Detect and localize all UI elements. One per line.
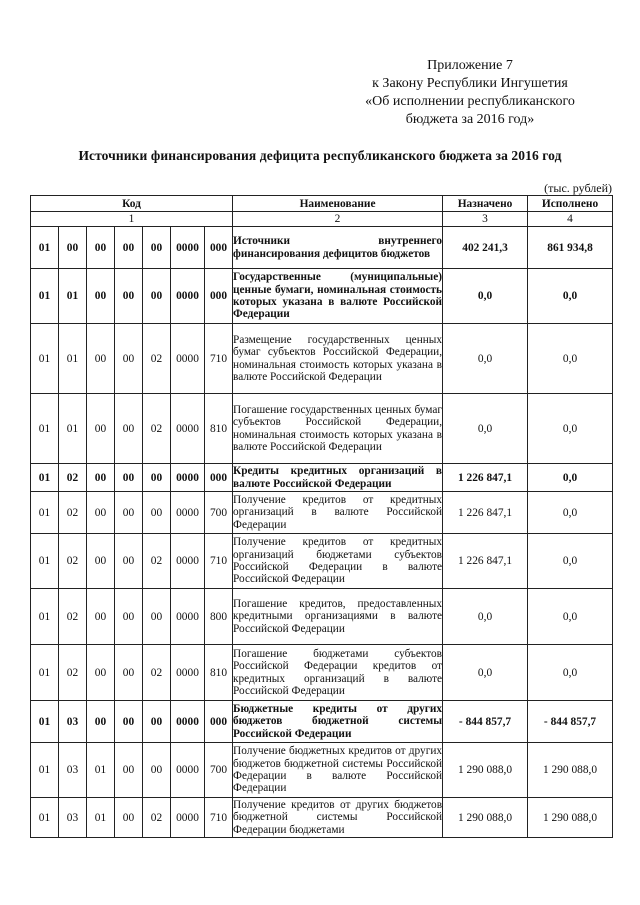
code-cell: 00 <box>143 269 171 324</box>
code-cell: 00 <box>87 645 115 701</box>
header-planned: Назначено <box>443 196 528 212</box>
code-cell: 0000 <box>171 645 205 701</box>
table-row <box>31 492 613 534</box>
code-cell: 0000 <box>171 269 205 324</box>
code-cell: 00 <box>87 589 115 645</box>
table-row <box>31 701 613 743</box>
code-cell: 0000 <box>171 589 205 645</box>
code-cell: 02 <box>143 798 171 838</box>
code-cell: 00 <box>143 701 171 743</box>
code-cell: 0000 <box>171 743 205 798</box>
name-cell: Погашение государственных ценных бумаг субъектов Российской Федерации, номинальная стоимость которых указана в валюте Российской Федерации <box>233 394 443 464</box>
code-cell: 00 <box>87 534 115 589</box>
table-body <box>31 227 613 838</box>
code-cell: 710 <box>205 324 233 394</box>
planned-cell: 0,0 <box>443 324 528 394</box>
executed-cell: - 844 857,7 <box>528 701 613 743</box>
planned-cell: 0,0 <box>443 589 528 645</box>
code-cell: 00 <box>87 269 115 324</box>
table-row <box>31 269 613 324</box>
name-cell: Кредиты кредитных организаций в валюте Российской Федерации <box>233 465 443 490</box>
executed-cell: 0,0 <box>528 394 613 464</box>
code-cell: 810 <box>205 645 233 701</box>
appendix-line: бюджета за 2016 год» <box>405 112 535 127</box>
name-cell: Размещение государственных ценных бумаг субъектов Российской Федерации, номинальная стоимость которых указана в валюте Российской Федерации <box>233 324 443 394</box>
table-row <box>31 645 613 701</box>
code-cell: 00 <box>143 227 171 269</box>
code-cell: 00 <box>115 269 143 324</box>
table-row <box>31 589 613 645</box>
code-cell: 0000 <box>171 324 205 394</box>
code-cell: 810 <box>205 394 233 464</box>
column-number: 2 <box>233 212 443 227</box>
code-cell: 02 <box>59 589 87 645</box>
code-cell: 710 <box>205 798 233 838</box>
executed-cell: 0,0 <box>528 589 613 645</box>
code-cell: 00 <box>87 701 115 743</box>
code-cell: 00 <box>87 492 115 534</box>
code-cell: 02 <box>59 645 87 701</box>
code-cell: 02 <box>143 394 171 464</box>
table-row <box>31 394 613 464</box>
code-cell: 00 <box>87 394 115 464</box>
code-cell: 000 <box>205 269 233 324</box>
code-cell: 0000 <box>171 394 205 464</box>
code-cell: 710 <box>205 534 233 589</box>
appendix-line: «Об исполнении республиканского <box>365 94 575 109</box>
code-cell: 01 <box>31 534 59 589</box>
code-cell: 02 <box>143 324 171 394</box>
code-cell: 0000 <box>171 492 205 534</box>
planned-cell: 1 226 847,1 <box>443 464 528 492</box>
name-cell: Государственные (муниципальные) ценные бумаги, номинальная стоимость которых указана в валюте Российской Федерации <box>233 269 443 324</box>
code-cell: 0000 <box>171 227 205 269</box>
code-cell: 02 <box>59 464 87 492</box>
code-cell: 700 <box>205 492 233 534</box>
code-cell: 01 <box>31 589 59 645</box>
code-cell: 02 <box>143 534 171 589</box>
code-cell: 00 <box>115 798 143 838</box>
code-cell: 800 <box>205 589 233 645</box>
code-cell: 00 <box>87 227 115 269</box>
code-cell: 03 <box>59 701 87 743</box>
code-cell: 00 <box>115 645 143 701</box>
header-code: Код <box>31 196 233 212</box>
code-cell: 00 <box>115 394 143 464</box>
code-cell: 01 <box>59 269 87 324</box>
code-cell: 03 <box>59 743 87 798</box>
code-cell: 0000 <box>171 798 205 838</box>
header-name: Наименование <box>233 196 443 212</box>
code-cell: 01 <box>31 324 59 394</box>
code-cell: 00 <box>115 324 143 394</box>
executed-cell: 0,0 <box>528 464 613 492</box>
code-cell: 00 <box>115 227 143 269</box>
planned-cell: 0,0 <box>443 645 528 701</box>
executed-cell: 0,0 <box>528 269 613 324</box>
table-row <box>31 464 613 492</box>
code-cell: 00 <box>115 464 143 492</box>
code-cell: 01 <box>87 743 115 798</box>
planned-cell: 1 290 088,0 <box>443 743 528 798</box>
code-cell: 00 <box>115 492 143 534</box>
appendix-heading <box>345 57 595 129</box>
executed-cell: 0,0 <box>528 645 613 701</box>
code-cell: 01 <box>31 701 59 743</box>
code-cell: 01 <box>31 269 59 324</box>
code-cell: 01 <box>59 324 87 394</box>
planned-cell: 1 226 847,1 <box>443 492 528 534</box>
code-cell: 00 <box>143 464 171 492</box>
code-cell: 0000 <box>171 701 205 743</box>
planned-cell: 402 241,3 <box>443 227 528 269</box>
header-executed: Исполнено <box>528 196 613 212</box>
table-row <box>31 324 613 394</box>
appendix-line: к Закону Республики Ингушетия <box>372 76 568 91</box>
planned-cell: 1 226 847,1 <box>443 534 528 589</box>
column-number: 3 <box>443 212 528 227</box>
executed-cell: 0,0 <box>528 534 613 589</box>
code-cell: 00 <box>87 324 115 394</box>
code-cell: 01 <box>87 798 115 838</box>
executed-cell: 0,0 <box>528 492 613 534</box>
code-cell: 03 <box>59 798 87 838</box>
code-cell: 01 <box>59 394 87 464</box>
name-cell: Получение бюджетных кредитов от других бюджетов бюджетной системы Российской Федерации в валюте Российской Федерации <box>233 743 443 798</box>
code-cell: 00 <box>87 464 115 492</box>
name-cell: Погашение бюджетами субъектов Российской Федерации кредитов от кредитных организаций в валюте Российской Федерации <box>233 645 443 701</box>
code-cell: 00 <box>143 492 171 534</box>
table-row <box>31 743 613 798</box>
code-cell: 01 <box>31 645 59 701</box>
code-cell: 02 <box>59 492 87 534</box>
table-row <box>31 227 613 269</box>
code-cell: 02 <box>143 645 171 701</box>
code-cell: 01 <box>31 227 59 269</box>
name-cell: Получение кредитов от других бюджетов бюджетной системы Российской Федерации бюджетами <box>233 798 443 836</box>
name-cell: Получение кредитов от кредитных организаций в валюте Российской Федерации <box>233 492 443 534</box>
code-cell: 00 <box>115 701 143 743</box>
planned-cell: 0,0 <box>443 269 528 324</box>
column-number: 1 <box>31 212 233 227</box>
code-cell: 000 <box>205 464 233 492</box>
code-cell: 000 <box>205 701 233 743</box>
name-cell: Источники внутреннего финансирования дефицитов бюджетов <box>233 227 443 269</box>
code-cell: 01 <box>31 464 59 492</box>
code-cell: 01 <box>31 394 59 464</box>
code-cell: 0000 <box>171 534 205 589</box>
executed-cell: 1 290 088,0 <box>528 798 613 838</box>
name-cell: Получение кредитов от кредитных организаций бюджетами субъектов Российской Федерации в валюте Российской Федерации <box>233 534 443 589</box>
financing-table <box>30 195 613 838</box>
table-row <box>31 534 613 589</box>
code-cell: 01 <box>31 743 59 798</box>
code-cell: 01 <box>31 798 59 838</box>
code-cell: 00 <box>143 743 171 798</box>
name-cell: Погашение кредитов, предоставленных кредитными организациями в валюте Российской Федерации <box>233 589 443 645</box>
planned-cell: - 844 857,7 <box>443 701 528 743</box>
table-row <box>31 798 613 838</box>
code-cell: 02 <box>59 534 87 589</box>
code-cell: 00 <box>115 743 143 798</box>
column-number: 4 <box>528 212 613 227</box>
document-title: Источники финансирования дефицита республиканского бюджета за 2016 год <box>78 148 562 163</box>
planned-cell: 0,0 <box>443 394 528 464</box>
executed-cell: 0,0 <box>528 324 613 394</box>
executed-cell: 861 934,8 <box>528 227 613 269</box>
appendix-line: Приложение 7 <box>427 58 513 73</box>
executed-cell: 1 290 088,0 <box>528 743 613 798</box>
planned-cell: 1 290 088,0 <box>443 798 528 838</box>
units-note: (тыс. рублей) <box>544 181 612 195</box>
code-cell: 000 <box>205 227 233 269</box>
code-cell: 0000 <box>171 464 205 492</box>
name-cell: Бюджетные кредиты от других бюджетов бюджетной системы Российской Федерации <box>233 701 443 743</box>
code-cell: 00 <box>143 589 171 645</box>
code-cell: 00 <box>115 589 143 645</box>
code-cell: 00 <box>115 534 143 589</box>
code-cell: 700 <box>205 743 233 798</box>
code-cell: 01 <box>31 492 59 534</box>
code-cell: 00 <box>59 227 87 269</box>
